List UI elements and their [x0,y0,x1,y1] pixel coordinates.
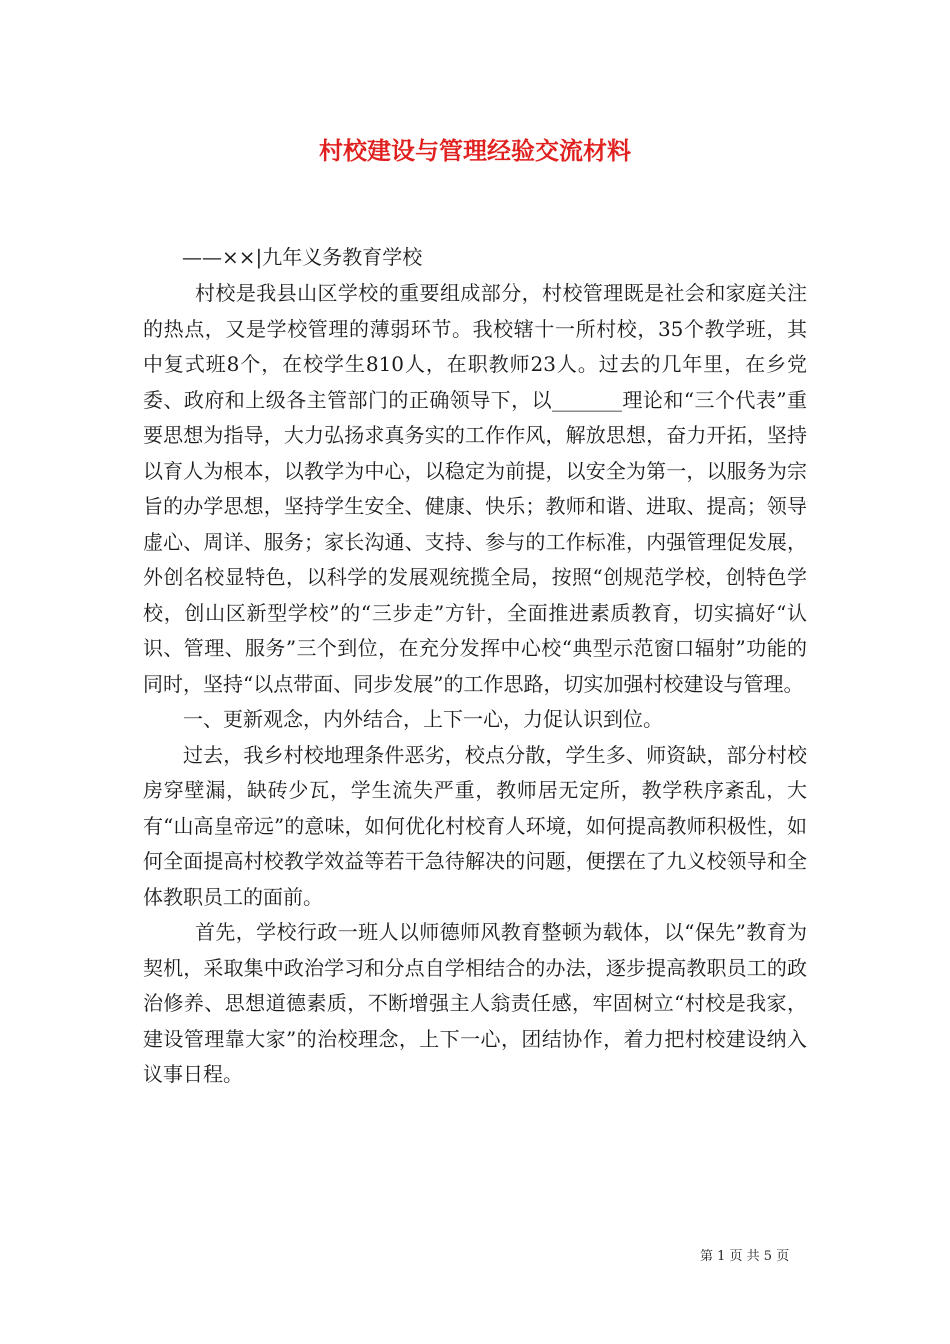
paragraph-first: 首先，学校行政一班人以师德师风教育整顿为载体，以“保先”教育为契机，采取集中政治学习和分点自学相结合的办法，逐步提高教职员工的政治修养、思想道德素质，不断增强主人翁责任感，牢固树立“村校是我家，建设管理靠大家”的治校理念，上下一心，团结协作，着力把村校建设纳入议事日程。 [143,920,807,1086]
document-subtitle: ——××|九年义务教育学校 [182,245,423,269]
page-number-footer: 第 1 页 共 5 页 [700,1249,790,1264]
paragraph-intro: 村校是我县山区学校的重要组成部分，村校管理既是社会和家庭关注的热点，又是学校管理的薄弱环节。我校辖十一所村校，35个教学班，其中复式班8个，在校学生810人，在职教师23人。过去的几年里，在乡党委、政府和上级各主管部门的正确领导下，以_______理论和“三个代表”重要思想为指导，大力弘扬求真务实的工作作风，解放思想，奋力开拓，坚持以育人为根本，以教学为中心，以稳定为前提，以安全为第一，以服务为宗旨的办学思想，坚持学生安全、健康、快乐；教师和谐、进取、提高；领导虚心、周详、服务；家长沟通、支持、参与的工作标准，内强管理促发展，外创名校显特色，以科学的发展观统揽全局，按照“创规范学校，创特色学校，创山区新型学校”的“三步走”方针，全面推进素质教育，切实搞好“认识、管理、服务”三个到位，在充分发挥中心校“典型示范窗口辐射”功能的同时，坚持“以点带面、同步发展”的工作思路，切实加强村校建设与管理。 [143,281,807,696]
paragraph-past: 过去，我乡村校地理条件恶劣，校点分散，学生多、师资缺，部分村校房穿壁漏，缺砖少瓦，学生流失严重，教师居无定所，教学秩序紊乱，大有“山高皇帝远”的意味，如何优化村校育人环境，如何提高教师积极性，如何全面提高村校教学效益等若干急待解决的问题，便摆在了九义校领导和全体教职员工的面前。 [143,742,807,909]
section-heading-1: 一、更新观念，内外结合，上下一心，力促认识到位。 [183,707,663,731]
document-body [143,276,807,1093]
document-title: 村校建设与管理经验交流材料 [319,136,631,165]
